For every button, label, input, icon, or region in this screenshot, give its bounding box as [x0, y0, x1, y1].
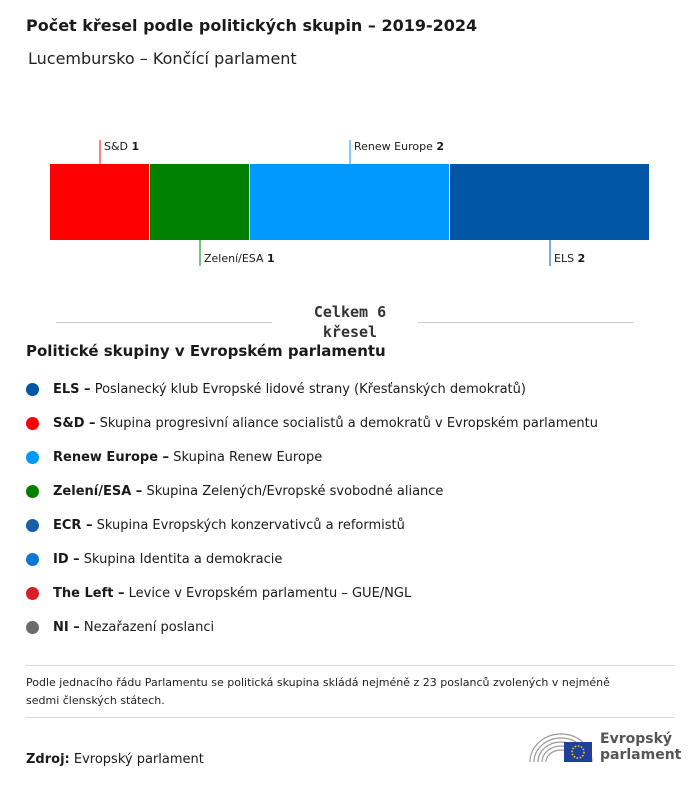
legend-abbr: ID – — [53, 551, 80, 567]
total-seats-label — [280, 302, 420, 342]
source-line — [26, 752, 204, 767]
legend-abbr: Zelení/ESA – — [53, 483, 143, 499]
ep-logo — [528, 728, 681, 766]
legend-list — [26, 372, 598, 644]
legend-description: Poslanecký klub Evropské lidové strany (Křesťanských demokratů) — [94, 381, 526, 397]
total-seats-line1: Celkem 6 — [313, 303, 387, 321]
legend-abbr: ELS – — [53, 381, 91, 397]
chart-title: Počet křesel podle politických skupin – 2019-2024 — [26, 16, 478, 35]
footnote: Podle jednacího řádu Parlamentu se politická skupina skládá nejméně z 23 poslanců zvolených v nejméně sedmi členských státech. — [26, 676, 610, 707]
logo-line2: parlament — [600, 747, 682, 763]
chart-subtitle: Lucembursko – Končící parlament — [28, 49, 297, 68]
legend-color-dot — [26, 383, 39, 396]
legend-title: Politické skupiny v Evropském parlamentu — [26, 342, 386, 360]
legend-color-dot — [26, 451, 39, 464]
bar-segment — [150, 164, 249, 240]
bar-data-label: ELS 2 — [554, 252, 586, 265]
legend-color-dot — [26, 621, 39, 634]
legend-item — [26, 372, 598, 406]
legend-color-dot — [26, 485, 39, 498]
legend-color-dot — [26, 587, 39, 600]
legend-item — [26, 610, 598, 644]
divider-bottom — [26, 717, 675, 718]
legend-color-dot — [26, 519, 39, 532]
bar-segment — [50, 164, 149, 240]
logo-line1: Evropský — [600, 731, 673, 747]
legend-item — [26, 440, 598, 474]
legend-abbr: S&D – — [53, 415, 96, 431]
total-seats-line2: křesel — [322, 323, 378, 341]
legend-description: Skupina Zelených/Evropské svobodné aliance — [146, 483, 444, 499]
seat-bar-chart — [0, 120, 700, 280]
bar-data-label: Zelení/ESA 1 — [204, 252, 275, 265]
legend-item — [26, 508, 598, 542]
bar-segment — [250, 164, 449, 240]
legend-description: Levice v Evropském parlamentu – GUE/NGL — [128, 585, 412, 601]
legend-item — [26, 406, 598, 440]
bar-data-label: Renew Europe 2 — [354, 140, 444, 153]
legend-abbr: Renew Europe – — [53, 449, 170, 465]
legend-description: Nezařazení poslanci — [83, 619, 215, 635]
legend-description: Skupina Renew Europe — [173, 449, 323, 465]
legend-item — [26, 474, 598, 508]
legend-item — [26, 542, 598, 576]
ep-hemicycle-icon — [528, 728, 594, 766]
legend-abbr: The Left – — [53, 585, 125, 601]
legend-description: Skupina Evropských konzervativců a reformistů — [96, 517, 405, 533]
bar-segment — [450, 164, 649, 240]
legend-color-dot — [26, 553, 39, 566]
legend-item — [26, 576, 598, 610]
source-value: Evropský parlament — [73, 752, 204, 767]
source-label: Zdroj: — [26, 752, 70, 767]
legend-description: Skupina progresivní aliance socialistů a demokratů v Evropském parlamentu — [99, 415, 599, 431]
legend-description: Skupina Identita a demokracie — [83, 551, 283, 567]
legend-abbr: NI – — [53, 619, 80, 635]
total-divider-right — [418, 322, 634, 323]
legend-color-dot — [26, 417, 39, 430]
bar-data-label: S&D 1 — [104, 140, 140, 153]
total-divider-left — [56, 322, 272, 323]
divider-top — [26, 665, 675, 666]
legend-abbr: ECR – — [53, 517, 93, 533]
